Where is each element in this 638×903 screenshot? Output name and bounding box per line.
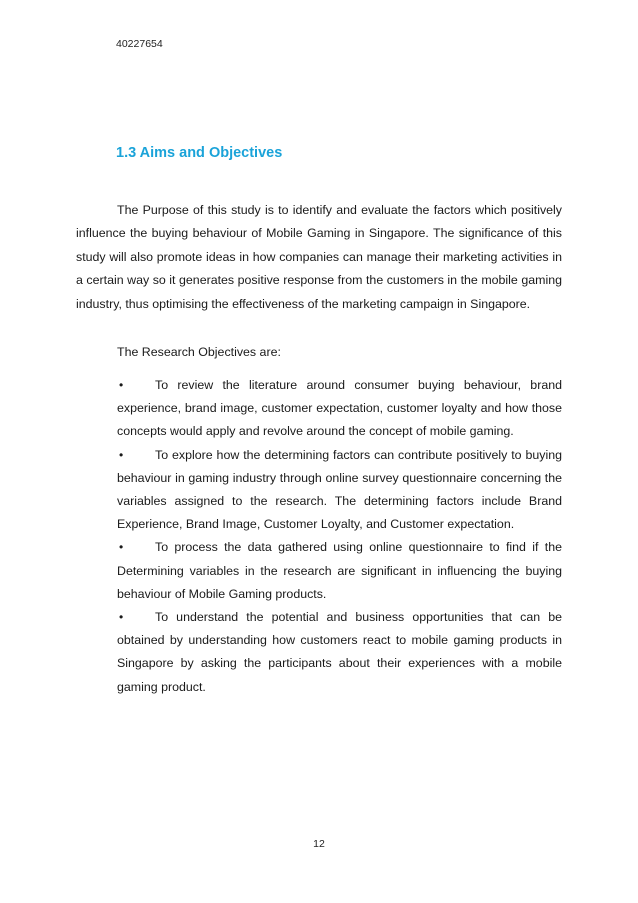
objectives-list [117,374,562,699]
objective-item [117,374,562,444]
bullet-icon: • [119,447,124,462]
document-id: 40227654 [116,38,163,50]
objective-text: To process the data gathered using online questionnaire to find if the Determining variables in the research are significant in influencing the buying behaviour of Mobile Gaming products. [117,540,562,601]
purpose-paragraph [76,199,562,316]
objective-item [117,444,562,537]
objective-text: To explore how the determining factors can contribute positively to buying behaviour in gaming industry through online survey questionnaire concerning the variables assigned to the research. The determining factors include Brand Experience, Brand Image, Customer Loyalty, and Customer expectation. [117,447,562,532]
objective-item [117,536,562,606]
bullet-icon: • [119,378,124,392]
section-heading: 1.3 Aims and Objectives [116,145,283,161]
objective-item [117,606,562,699]
objectives-intro: The Research Objectives are: [117,345,281,359]
objective-text: To review the literature around consumer buying behaviour, brand experience, brand image, customer expectation, customer loyalty and how those concepts would apply and revolve around the concept of mobile gaming. [117,378,562,439]
page-number: 12 [313,838,325,850]
purpose-paragraph-text: The Purpose of this study is to identify and evaluate the factors which positively influence the buying behaviour of Mobile Gaming in Singapore. The significance of this study will also promote ideas in how companies can manage their marketing activities in a certain way so it generates positive response from the customers in the mobile gaming industry, thus optimising the effectiveness of the marketing campaign in Singapore. [76,203,562,311]
objective-text: To understand the potential and business opportunities that can be obtained by understanding how customers react to mobile gaming products in Singapore by asking the participants about their experiences with a mobile gaming product. [117,610,562,694]
bullet-icon: • [119,610,124,625]
bullet-icon: • [119,540,124,555]
